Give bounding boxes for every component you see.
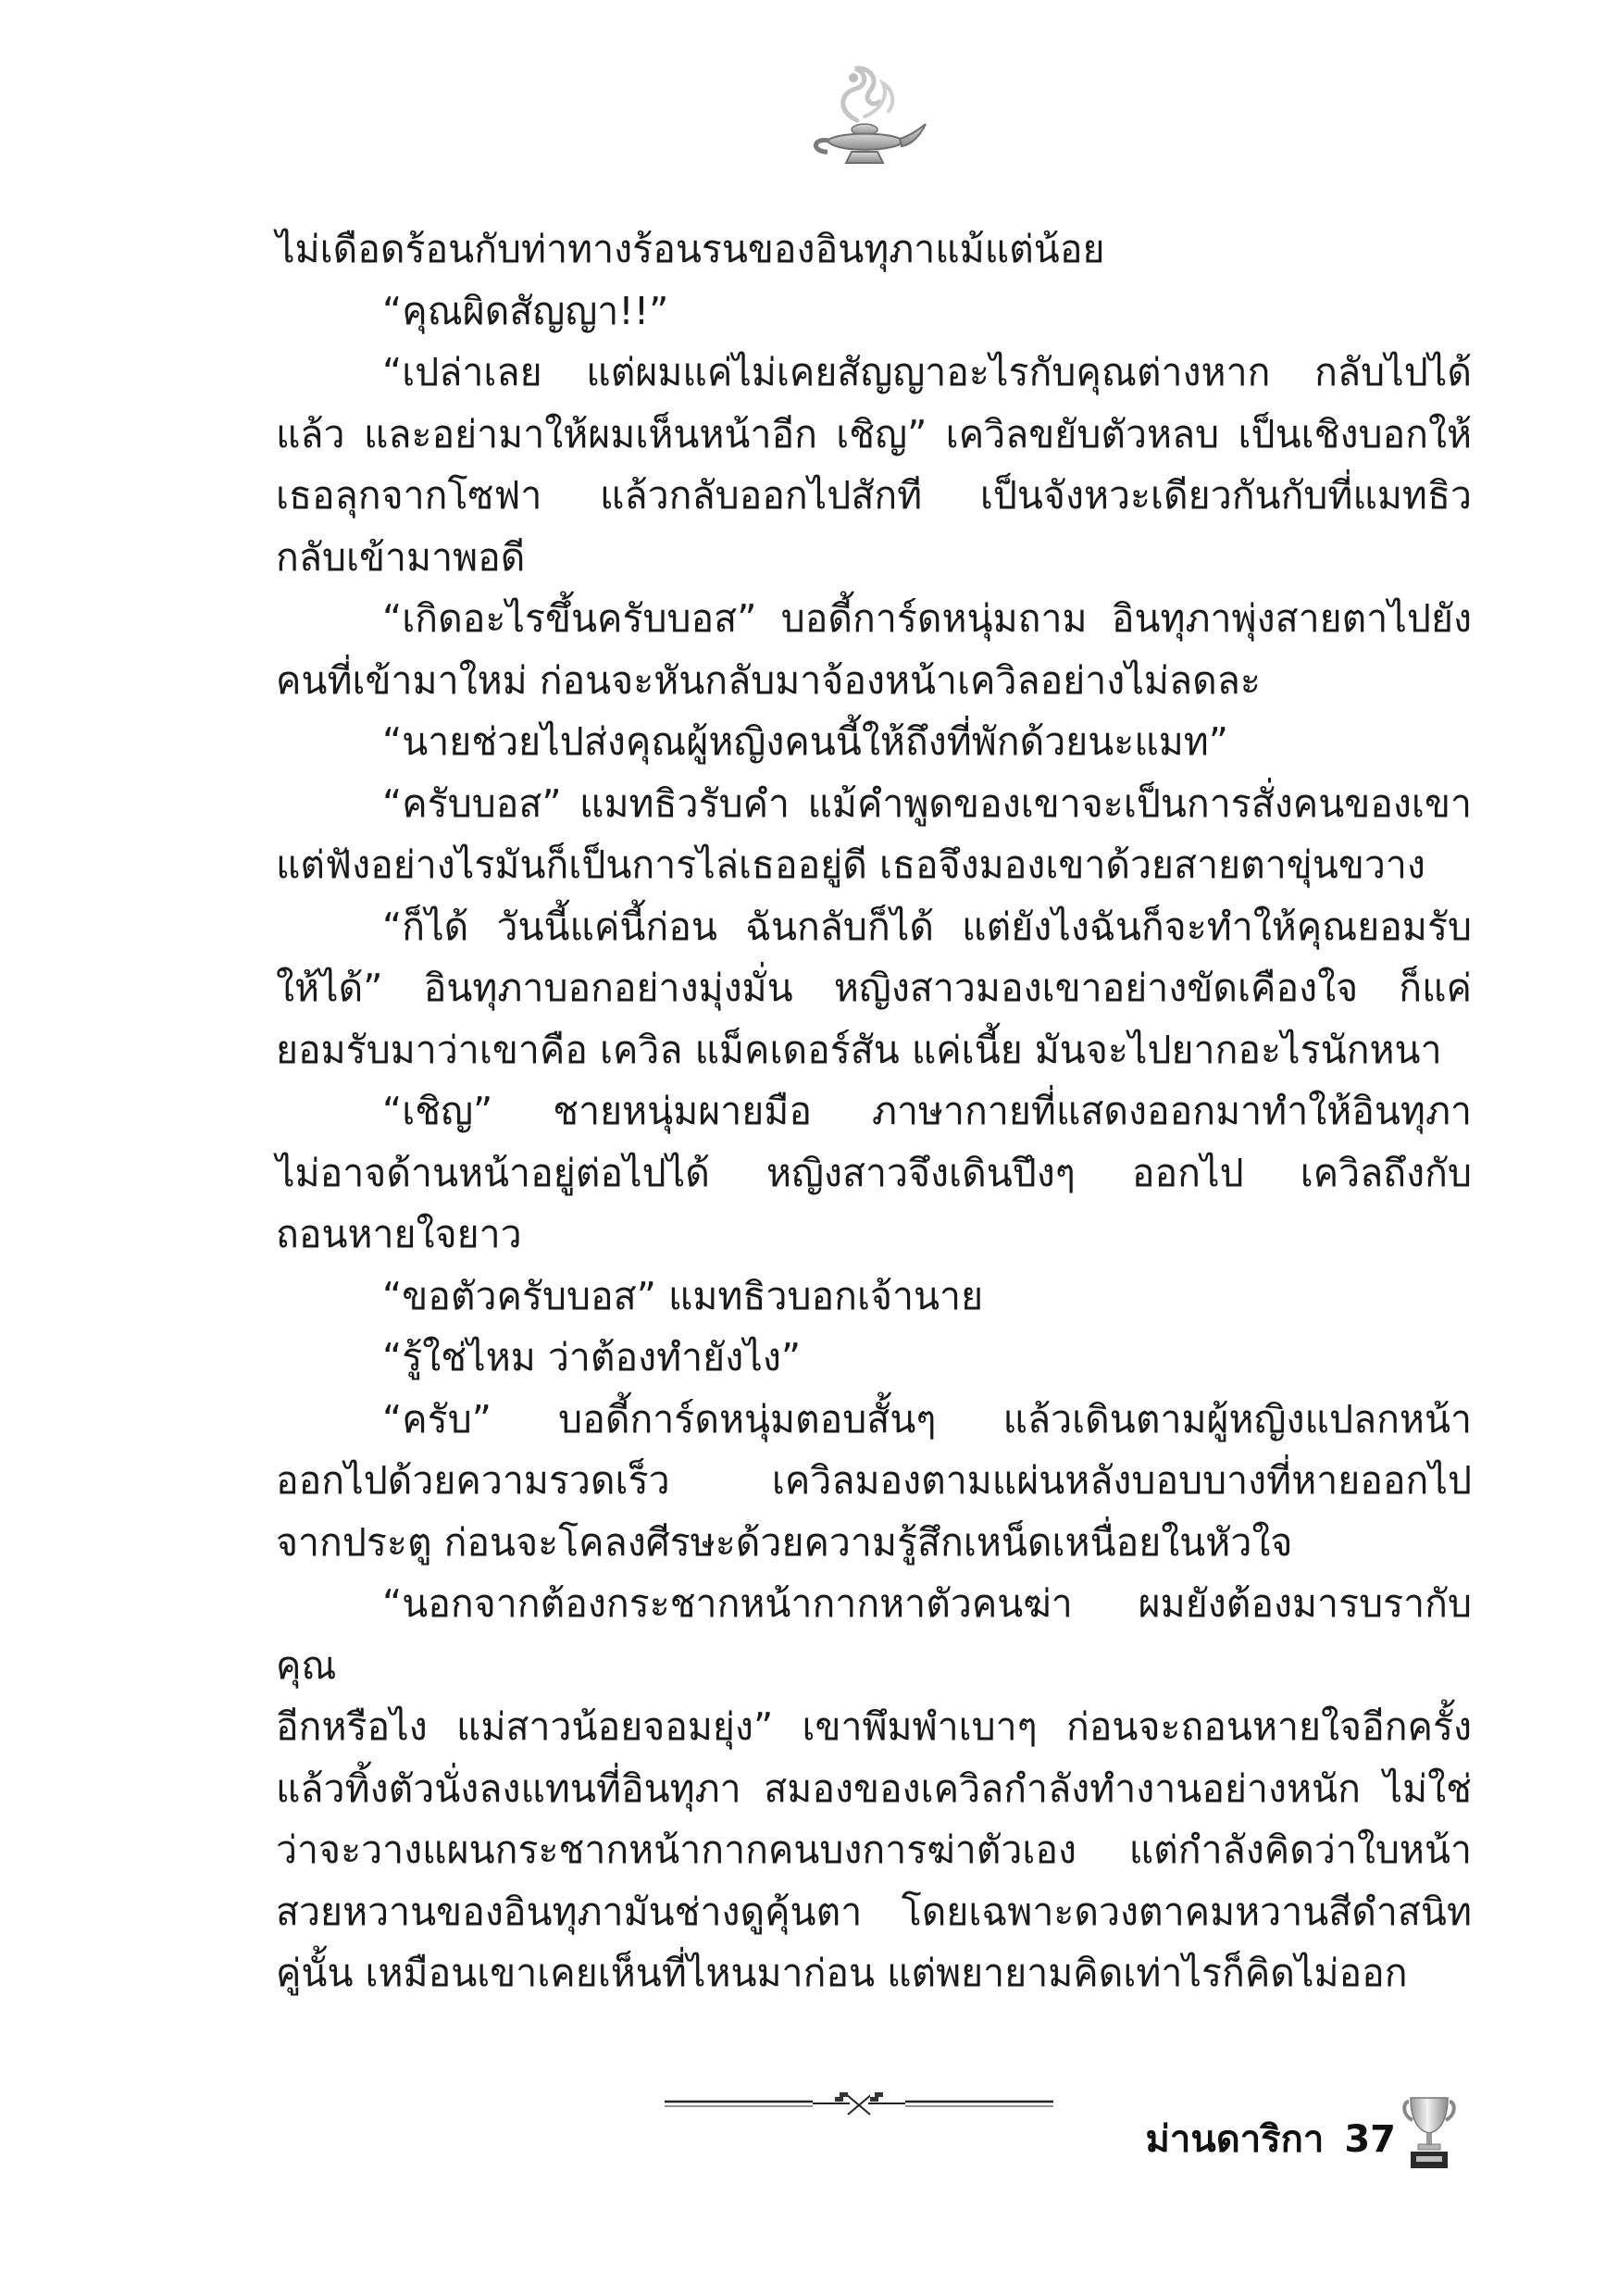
text-line: “เชิญ” ชายหนุ่มผายมือ ภาษากายที่แสดงออกมาทำให้อินทุภา [382, 1089, 1472, 1133]
text-line: “ขอตัวครับบอส” แมทธิวบอกเจ้านาย [382, 1273, 984, 1318]
text-line: คนที่เข้ามาใหม่ ก่อนจะหันกลับมาจ้องหน้าเควิลอย่างไม่ลดละ [276, 657, 1261, 703]
text-line: “นายช่วยไปส่งคุณผู้หญิงคนนี้ให้ถึงที่พักด้วยนะแมท” [382, 719, 1229, 764]
text-line: ถอนหายใจยาว [276, 1212, 522, 1256]
magic-lamp-icon [800, 56, 929, 176]
text-line: “เปล่าเลย แต่ผมแค่ไม่เคยสัญญาอะไรกับคุณต่างหาก กลับไปได้ [382, 350, 1472, 394]
text-line: ไม่อาจด้านหน้าอยู่ต่อไปได้ หญิงสาวจึงเดินปึงๆ ออกไป เควิลถึงกับ [276, 1150, 1472, 1195]
text-line: “ก็ได้ วันนี้แค่นี้ก่อน ฉันกลับก็ได้ แต่ยังไงฉันก็จะทำให้คุณยอมรับ [382, 904, 1472, 949]
text-line: กลับเข้ามาพอดี [276, 534, 526, 580]
text-line: “นอกจากต้องกระชากหน้ากากหาตัวคนฆ่า ผมยังต้องมารบรากับคุณ [276, 1581, 1472, 1688]
text-line: แล้วทิ้งตัวนั่งลงแทนที่อินทุภา สมองของเควิลกำลังทำงานอย่างหนัก ไม่ใช่ [276, 1766, 1472, 1811]
page-number: 37 [1344, 2118, 1396, 2161]
text-line: อีกหรือไง แม่สาวน้อยจอมยุ่ง” เขาพึมพำเบาๆ ก่อนจะถอนหายใจอีกครั้ง [276, 1704, 1472, 1749]
text-line: แล้ว และอย่ามาให้ผมเห็นหน้าอีก เชิญ” เควิลขยับตัวหลบ เป็นเชิงบอกให้ [276, 411, 1472, 456]
crossed-flags-icon [813, 2092, 905, 2115]
text-line: เธอลุกจากโซฟา แล้วกลับออกไปสักที เป็นจังหวะเดียวกันกับที่แมทธิว [276, 473, 1472, 518]
text-line: ให้ได้” อินทุภาบอกอย่างมุ่งมั่น หญิงสาวมองเขาอย่างขัดเคืองใจ ก็แค่ [276, 966, 1472, 1010]
text-line: ยอมรับมาว่าเขาคือ เควิล แม็คเดอร์สัน แค่เนี้ย มันจะไปยากอะไรนักหนา [276, 1027, 1442, 1072]
text-line: แต่ฟังอย่างไรมันก็เป็นการไล่เธออยู่ดี เธอจึงมองเขาด้วยสายตาขุ่นขวาง [276, 842, 1425, 887]
text-line: ไม่เดือดร้อนกับท่าทางร้อนรนของอินทุภาแม้แต่น้อย [276, 227, 1105, 271]
text-line: “ครับบอส” แมทธิวรับคำ แม้คำพูดของเขาจะเป็นการสั่งคนของเขา [382, 780, 1472, 826]
text-line: จากประตู ก่อนจะโคลงศีรษะด้วยความรู้สึกเหน็ดเหนื่อยในหัวใจ [276, 1519, 1293, 1565]
running-footer [1146, 2109, 1396, 2168]
text-line: “รู้ใช่ไหม ว่าต้องทำยังไง” [382, 1335, 802, 1379]
text-line: “เกิดอะไรขึ้นครับบอส” บอดี้การ์ดหนุ่มถาม อินทุภาพุ่งสายตาไปยัง [382, 596, 1472, 641]
text-line: สวยหวานของอินทุภามันช่างดูคุ้นตา โดยเฉพาะดวงตาคมหวานสีดำสนิท [276, 1889, 1472, 1934]
trophy-icon [1400, 2094, 1459, 2172]
text-line: ออกไปด้วยความรวดเร็ว เควิลมองตามแผ่นหลังบอบบางที่หายออกไป [276, 1458, 1472, 1503]
footer-divider [665, 2090, 1053, 2118]
text-line: “ครับ” บอดี้การ์ดหนุ่มตอบสั้นๆ แล้วเดินตามผู้หญิงแปลกหน้า [382, 1396, 1472, 1441]
chapter-body [276, 218, 1472, 2004]
text-line: ว่าจะวางแผนกระชากหน้ากากคนบงการฆ่าตัวเอง แต่กำลังคิดว่าใบหน้า [276, 1828, 1472, 1872]
book-title: ม่านดาริกา [1145, 2118, 1325, 2161]
text-line: “คุณผิดสัญญา!!” [382, 288, 669, 333]
text-line: คู่นั้น เหมือนเขาเคยเห็นที่ไหนมาก่อน แต่พยายามคิดเท่าไรก็คิดไม่ออก [276, 1951, 1408, 1995]
